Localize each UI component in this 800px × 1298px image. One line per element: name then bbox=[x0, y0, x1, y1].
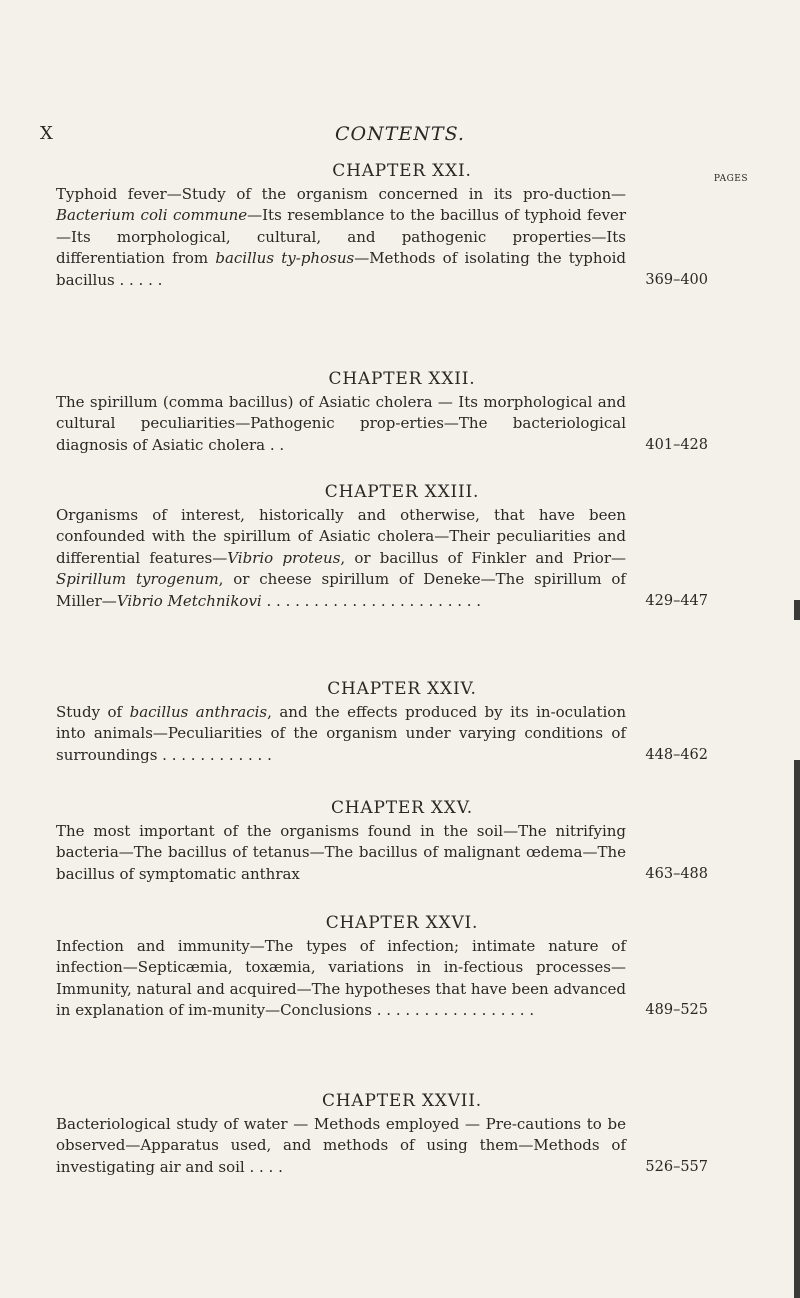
chapter-entry bbox=[56, 1090, 708, 1178]
chapter-summary bbox=[56, 936, 708, 1022]
summary-text: Infection and immunity—The types of infection; intimate nature of infection—Septicæmia, toxæmia, variations in in-fectious processes—Immunity, natural and acquired—The hypotheses that have been advanced in explanation of im-munity—Conclusions . . . . . . . . . . . . . . . . . bbox=[56, 937, 626, 1020]
running-title: CONTENTS. bbox=[335, 123, 465, 145]
italic-term: Vibrio Metchnikovi bbox=[116, 591, 262, 610]
chapter-entry bbox=[56, 912, 708, 1022]
chapter-entry bbox=[56, 797, 708, 885]
summary-text: , or bacillus of Finkler and Prior— bbox=[340, 548, 627, 567]
chapter-entry bbox=[56, 678, 708, 766]
chapter-title: CHAPTER XXII. bbox=[328, 369, 476, 389]
summary-text: . . . . . . . . . . . . . . . . . . . . . . . bbox=[261, 591, 482, 610]
page-range: 369–400 bbox=[645, 271, 708, 288]
chapter-summary bbox=[56, 184, 708, 291]
chapter-entry bbox=[56, 368, 708, 456]
page-edge-mark bbox=[794, 600, 800, 620]
chapter-title: CHAPTER XXIV. bbox=[327, 679, 477, 699]
summary-text: Typhoid fever—Study of the organism concerned in its pro-duction— bbox=[56, 185, 626, 203]
page-range: 429–447 bbox=[645, 592, 708, 609]
chapter-title: CHAPTER XXV. bbox=[330, 798, 473, 818]
chapter-summary bbox=[56, 392, 708, 456]
page-range: 463–488 bbox=[645, 865, 708, 882]
chapter-entry bbox=[56, 481, 708, 612]
chapter-title: CHAPTER XXVI. bbox=[325, 913, 479, 933]
chapter-summary bbox=[56, 1114, 708, 1178]
summary-text: , and the effects produced by its in-oculation into animals—Peculiarities of the organism under varying conditions of surroundings . . . . . . . . . . . . bbox=[56, 703, 626, 764]
italic-term: Vibrio proteus bbox=[227, 548, 341, 567]
summary-text: Organisms of interest, historically and otherwise, that have been confounded with the spirillum of Asiatic cholera—Their peculiarities and differential features— bbox=[56, 506, 626, 567]
chapter-summary bbox=[56, 821, 708, 885]
page-range: 448–462 bbox=[645, 746, 708, 763]
italic-term: Bacterium coli commune bbox=[56, 206, 248, 225]
summary-text: Study of bbox=[56, 703, 130, 721]
summary-text: —Methods of isolating the typhoid bacillus . . . . . bbox=[56, 249, 626, 289]
page-header bbox=[40, 123, 760, 153]
summary-text: —Its resemblance to the bacillus of typhoid fever—Its morphological, cultural, and pathogenic properties—Its differentiation from bbox=[56, 206, 627, 268]
summary-text: Bacteriological study of water — Methods employed — Pre-cautions to be observed—Apparatus used, and methods of using them—Methods of investigating air and soil . . . . bbox=[56, 1115, 626, 1176]
chapter-title: CHAPTER XXIII. bbox=[324, 482, 480, 502]
italic-term: Spirillum tyrogenum bbox=[56, 570, 219, 589]
page-range: 401–428 bbox=[645, 436, 708, 453]
italic-term: bacillus anthracis bbox=[129, 703, 268, 721]
chapter-title: CHAPTER XXVII. bbox=[321, 1091, 483, 1111]
chapter-summary bbox=[56, 702, 708, 766]
page-number: X bbox=[40, 123, 53, 144]
summary-text: The most important of the organisms found in the soil—The nitrifying bacteria—The bacillus of tetanus—The bacillus of malignant œdema—The bacillus of symptomatic anthrax bbox=[56, 822, 626, 883]
page-range: 489–525 bbox=[645, 1002, 708, 1019]
summary-text: The spirillum (comma bacillus) of Asiatic cholera — Its morphological and cultural peculiarities—Pathogenic prop-erties—The bacteriological diagnosis of Asiatic cholera . . bbox=[56, 393, 626, 454]
summary-text: , or cheese spirillum of Deneke—The spirillum of Miller— bbox=[56, 570, 626, 610]
chapter-summary bbox=[56, 505, 708, 612]
pages-column-label: PAGES bbox=[713, 174, 748, 184]
page-edge-shadow bbox=[794, 760, 800, 1298]
italic-term: bacillus ty-phosus bbox=[215, 249, 355, 268]
chapter-entry bbox=[56, 160, 708, 291]
page-range: 526–557 bbox=[645, 1158, 708, 1175]
chapter-title: CHAPTER XXI. bbox=[332, 161, 472, 181]
